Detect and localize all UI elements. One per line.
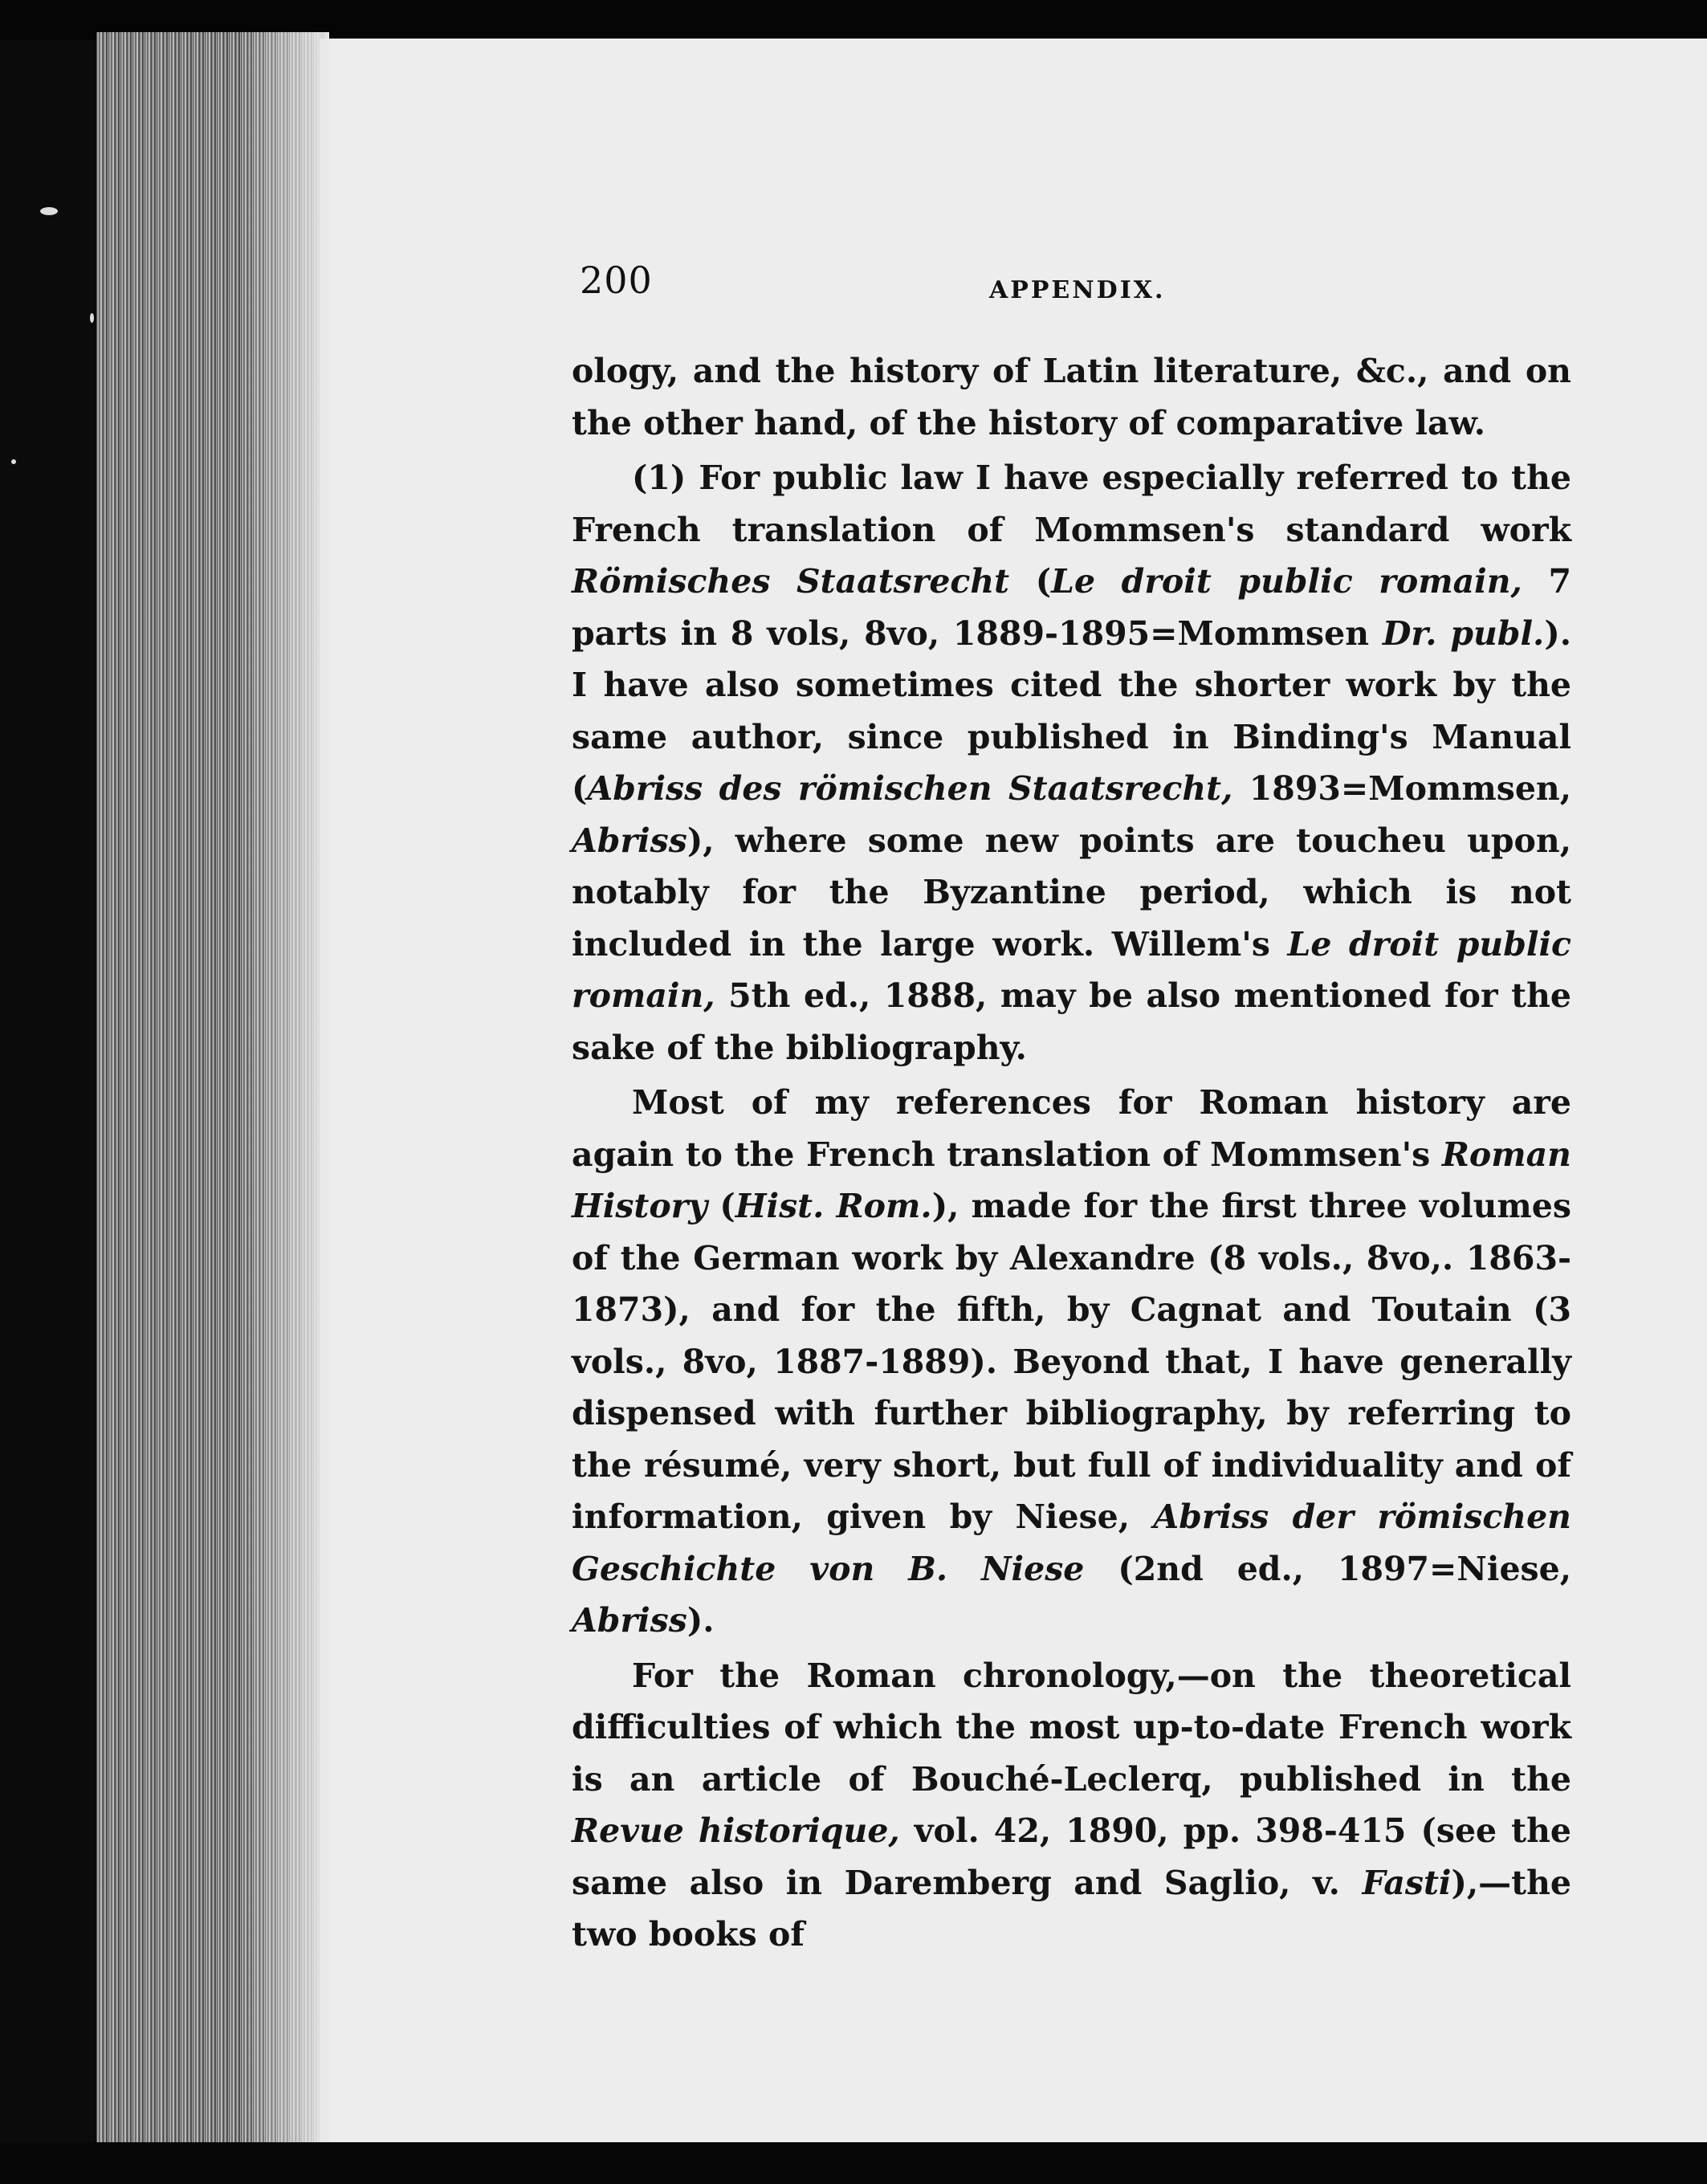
paragraph (572, 1650, 1571, 1961)
text-run: Most of my references for Roman history are again to the French translation of Mommsen's (572, 1083, 1571, 1174)
paragraph (572, 345, 1571, 449)
body-text (572, 345, 1571, 1964)
italic-citation: Abriss der römischen Geschichte von B. Niese (572, 1497, 1571, 1588)
text-run: ). (686, 1601, 715, 1640)
text-run: vol. 42, 1890, pp. 398-415 (see the same also in Daremberg and Saglio, v. (572, 1811, 1571, 1902)
paragraph (572, 1077, 1571, 1647)
italic-citation: Revue historique, (572, 1811, 900, 1850)
text-run: ). I have also sometimes cited the shorter work by the same author, since published in Binding's Manual ( (572, 613, 1571, 808)
text-run: (1) For public law I have especially referred to the French translation of Mommsen's standard work (572, 458, 1571, 549)
italic-citation: Fasti (1362, 1863, 1452, 1902)
scan-speck (40, 207, 58, 215)
paragraph (572, 452, 1571, 1074)
page-header (580, 259, 1575, 315)
text-run: ), where some new points are toucheu upon, notably for the Byzantine period, which is not included in the large work. Willem's (572, 821, 1571, 964)
text-run: ),—the two books of (572, 1863, 1571, 1954)
page-number: 200 (580, 259, 653, 302)
text-run: ( (1009, 562, 1052, 601)
italic-citation: Dr. publ. (1382, 613, 1545, 653)
text-run: 1893=Mommsen, (1232, 769, 1571, 808)
italic-citation: Römisches Staatsrecht (572, 562, 1010, 601)
scanner-bottom-band (0, 2142, 1707, 2184)
text-run: ( (707, 1187, 735, 1225)
italic-citation: Hist. Rom. (735, 1187, 932, 1225)
page-gutter-shadow (241, 32, 329, 2160)
italic-citation: Le droit public romain, (572, 924, 1571, 1015)
text-run: 7 parts in 8 vols, 8vo, 1889-1895=Mommsen (572, 562, 1571, 653)
scan-speck (90, 313, 94, 323)
italic-citation: Abriss des römischen Staatsrecht, (587, 769, 1233, 808)
italic-citation: Le droit public romain, (1051, 562, 1522, 601)
scan-speck (11, 459, 16, 464)
italic-citation: Roman History (572, 1135, 1571, 1225)
text-run: ), made for the first three volumes of the German work by Alexandre (8 vols., 8vo,. 1863-1873), and for the fifth, by Cagnat and Toutain (3 vols., 8vo, 1887-1889). Beyond that, I have generally dispensed with further bibliography, by referring to the résumé, very short, but full of individuality and of information, given by Niese, (572, 1187, 1571, 1536)
text-run: 5th ed., 1888, may be also mentioned for the sake of the bibliography. (572, 976, 1571, 1067)
italic-citation: Abriss (572, 821, 687, 860)
running-head: APPENDIX. (989, 276, 1166, 304)
italic-citation: Abriss (572, 1601, 687, 1640)
text-run: For the Roman chronology,—on the theoretical difficulties of which the most up-to-date French work is an article of Bouché-Leclerq, published in the (572, 1656, 1571, 1799)
text-run: ology, and the history of Latin literature, &c., and on the other hand, of the history of comparative law. (572, 352, 1571, 442)
text-run: (2nd ed., 1897=Niese, (1084, 1549, 1571, 1588)
